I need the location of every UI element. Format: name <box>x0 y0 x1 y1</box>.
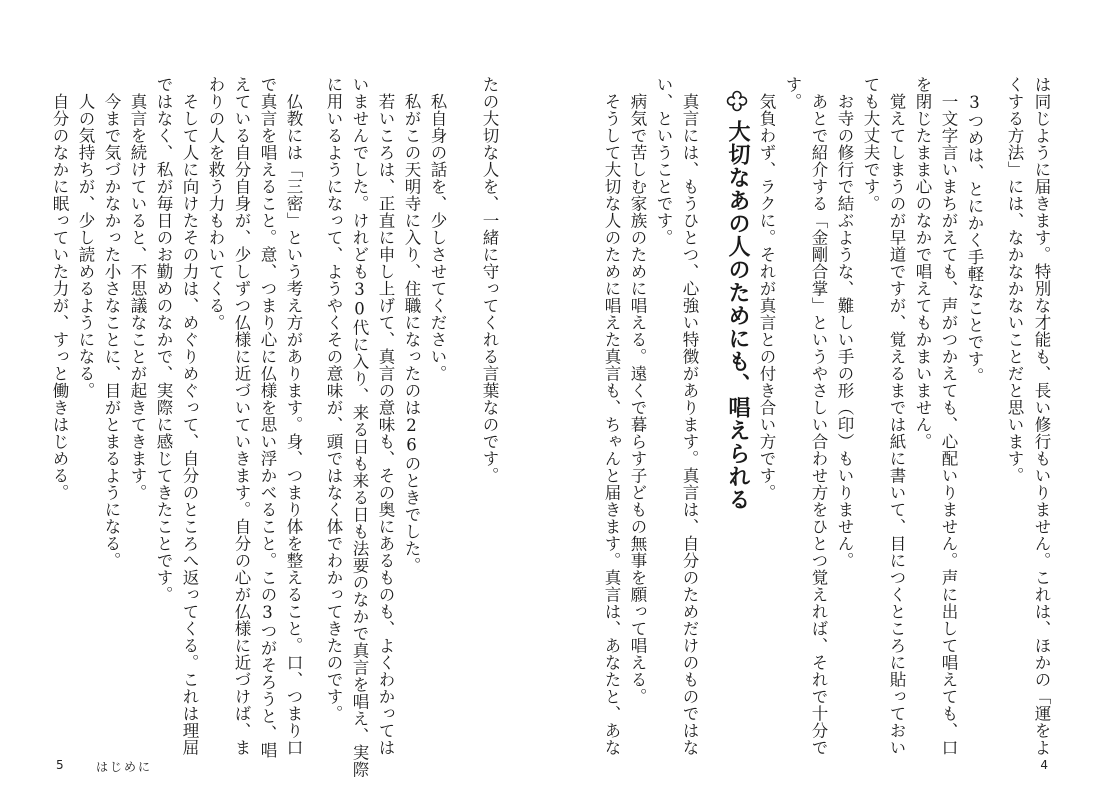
text-line: を閉じたまま心のなかで唱えてもかまいません。 <box>913 76 932 450</box>
text-line: 今まで気づかなかった小さなことに、目がとまるようになる。 <box>102 76 121 569</box>
text-line: えている自分自身が、少しずつ仏様に近づいていきます。自分の心が仏様に近づけば、ま <box>232 76 251 756</box>
right-page <box>550 0 1100 807</box>
page-number: 5 <box>56 758 64 772</box>
text-line: 若いころは、正直に申し上げて、真言の意味も、その奥にあるものも、よくわかっては <box>376 76 395 756</box>
text-line: お寺の修行で結ぶような、難しい手の形（印）もいりません。 <box>835 76 854 569</box>
text-line: 病気で苦しむ家族のために唱える。遠くで暮らす子どもの無事を願って唱える。 <box>628 76 647 705</box>
flower-outline-icon <box>726 90 748 112</box>
text-line: 気負わず、ラクに。それが真言との付き合い方です。 <box>757 76 776 501</box>
running-head: はじめに <box>96 760 153 774</box>
text-line: 覚えてしまうのが早道ですが、覚えるまでは紙に書いて、目につくところに貼っておい <box>887 76 906 756</box>
text-line: 私がこの天明寺に入り、住職になったのは26のときでした。 <box>402 76 421 574</box>
text-line: 私自身の話を、少しさせてください。 <box>428 76 447 382</box>
text-line: で真言を唱えること。意、つまり心に仏様を思い浮かべること。この3つがそろうと、唱 <box>258 76 277 759</box>
text-line: そして人に向けたその力は、めぐりめぐって、自分のところへ返ってくる。これは理屈 <box>180 76 199 756</box>
text-line: ても大丈夫です。 <box>861 76 880 212</box>
text-line: いませんでした。けれども30代に入り、来る日も来る日も法要のなかで真言を唱え、実際 <box>350 76 369 778</box>
text-line: くする方法」には、なかなかないことだと思います。 <box>1005 76 1024 484</box>
section-heading: 大切なあの人のためにも、唱えられる <box>725 120 750 511</box>
text-line: い、ということです。 <box>654 76 673 246</box>
text-line: わりの人を救う力もわいてくる。 <box>206 76 225 331</box>
text-line: 仏教には「三密」という考え方があります。身、つまり体を整えること。口、つまり口 <box>284 76 303 756</box>
text-line: は同じように届きます。特別な才能も、長い修行もいりません。これは、ほかの「運をよ <box>1032 76 1051 756</box>
text-line: 真言には、もうひとつ、心強い特徴があります。真言は、自分のためだけのものではな <box>680 76 699 756</box>
page-number: 4 <box>1040 758 1048 772</box>
text-line: たの大切な人を、一緒に守ってくれる言葉なのです。 <box>480 76 499 484</box>
text-line: ではなく、私が毎日のお勤めのなかで、実際に感じてきたことです。 <box>154 76 173 603</box>
text-line: に用いるようになって、ようやくその意味が、頭ではなく体でわかってきたのです。 <box>324 76 343 722</box>
text-line: す。 <box>783 76 802 110</box>
text-line: そうして大切な人のために唱えた真言も、ちゃんと届きます。真言は、あなたと、あな <box>602 76 621 756</box>
text-line: 一文字言いまちがえても、声がつかえても、心配いりません。声に出して唱えても、口 <box>939 76 958 756</box>
text-line: 真言を続けていると、不思議なことが起きてきます。 <box>128 76 147 501</box>
text-line: あとで紹介する「金剛合掌」というやさしい合わせ方をひとつ覚えれば、それで十分で <box>809 76 828 756</box>
text-line: 自分のなかに眠っていた力が、すっと働きはじめる。 <box>50 76 69 501</box>
text-line: 人の気持ちが、少し読めるようになる。 <box>76 76 95 399</box>
text-line: 3つめは、とにかく手軽なことです。 <box>965 76 984 385</box>
